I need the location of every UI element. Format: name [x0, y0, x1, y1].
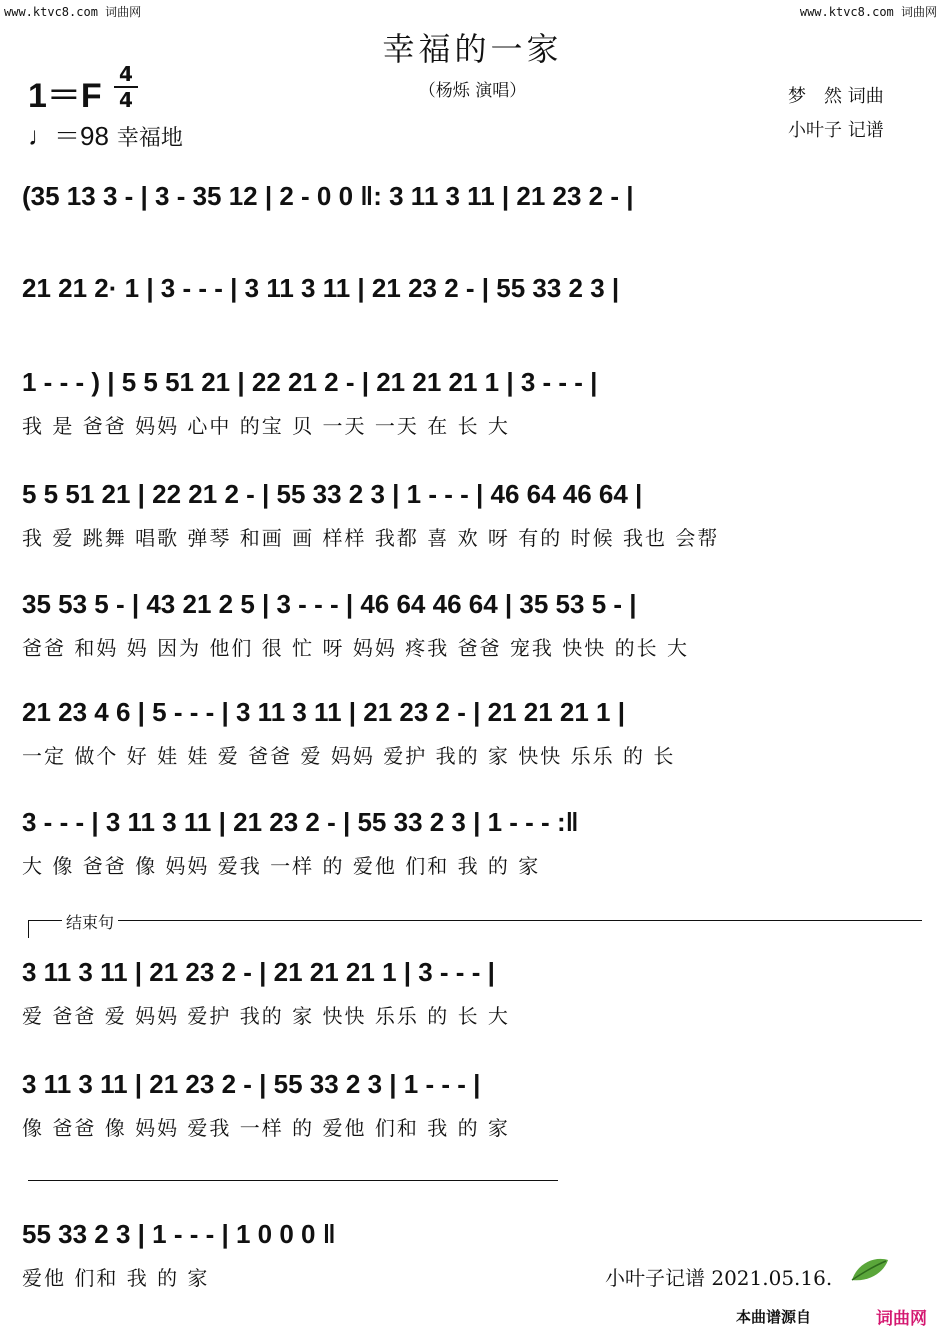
leaf-icon	[848, 1254, 892, 1290]
lyrics-line-5: 爸爸 和妈 妈 因为 他们 很 忙 呀 妈妈 疼我 爸爸 宠我 快快 的长 大	[22, 636, 690, 660]
lyrics-line-3: 我 是 爸爸 妈妈 心中 的宝 贝 一天 一天 在 长 大	[22, 414, 510, 438]
notes-line-6: 21 23 4 6 | 5 - - - | 3 11 3 11 | 21 23 2 - | 21 21 21 1 |	[22, 696, 626, 727]
site-url-right[interactable]: www.ktvc8.com 词曲网	[799, 5, 937, 19]
score-line-5	[22, 584, 922, 674]
time-bottom: 4	[119, 88, 133, 112]
brand-logo[interactable]: 词曲网	[876, 1309, 927, 1329]
notes-line-4: 5 5 51 21 | 22 21 2 - | 55 33 2 3 | 1 - - - | 46 64 46 64 |	[22, 478, 643, 509]
singer-credit: （杨烁 演唱）	[418, 81, 527, 101]
lyrics-line-10: 爱他 们和 我 的 家	[22, 1266, 210, 1290]
final-bracket-line	[28, 1180, 558, 1181]
tempo-marking	[28, 116, 183, 153]
time-top: 4	[119, 62, 133, 86]
ending-bracket-line	[28, 920, 922, 921]
score-line-9	[22, 1064, 922, 1154]
notes-line-3: 1 - - - ) | 5 5 51 21 | 22 21 2 - | 21 21 21 1 | 3 - - - |	[22, 366, 598, 397]
score-line-4	[22, 474, 922, 564]
ending-bracket-tick	[28, 920, 29, 938]
time-signature	[114, 64, 138, 110]
quarter-note-icon: ♩	[28, 121, 54, 151]
score-line-8	[22, 952, 922, 1042]
site-url-left[interactable]: www.ktvc8.com 词曲网	[4, 5, 142, 19]
lyrics-line-6: 一定 做个 好 娃 娃 爱 爸爸 爱 妈妈 爱护 我的 家 快快 乐乐 的 长	[22, 744, 676, 768]
score-line-3	[22, 362, 922, 452]
lyricist-credit: 梦 然 词曲	[788, 86, 884, 107]
transcription-signature: 小叶子记谱 2021.05.16.	[605, 1266, 833, 1290]
notes-line-8: 3 11 3 11 | 21 23 2 - | 21 21 21 1 | 3 - - - |	[22, 956, 495, 987]
notes-line-5: 35 53 5 - | 43 21 2 5 | 3 - - - | 46 64 46 64 | 35 53 5 - |	[22, 588, 637, 619]
key-signature: 1＝F	[28, 77, 102, 115]
score-line-6	[22, 692, 922, 782]
source-label: 本曲谱源自	[736, 1308, 812, 1326]
lyrics-line-9: 像 爸爸 像 妈妈 爱我 一样 的 爱他 们和 我 的 家	[22, 1116, 510, 1140]
lyrics-line-7: 大 像 爸爸 像 妈妈 爱我 一样 的 爱他 们和 我 的 家	[22, 854, 541, 878]
notes-line-2: 21 21 2· 1 | 3 - - - | 3 11 3 11 | 21 23 2 - | 55 33 2 3 |	[22, 272, 620, 303]
song-title: 幸福的一家	[382, 30, 563, 68]
score-line-2	[22, 268, 922, 358]
notes-line-1: (35 13 3 - | 3 - 35 12 | 2 - 0 0 ‖: 3 11 3 11 | 21 23 2 - |	[22, 180, 634, 211]
notes-line-7: 3 - - - | 3 11 3 11 | 21 23 2 - | 55 33 2 3 | 1 - - - :‖	[22, 806, 579, 837]
ending-label: 结束句	[62, 910, 118, 933]
transcriber-credit: 小叶子 记谱	[788, 120, 884, 141]
notes-line-10: 55 33 2 3 | 1 - - - | 1 0 0 0 ‖	[22, 1218, 336, 1249]
lyrics-line-8: 爱 爸爸 爱 妈妈 爱护 我的 家 快快 乐乐 的 长 大	[22, 1004, 510, 1028]
score-line-1	[22, 176, 922, 266]
score-line-7	[22, 802, 922, 892]
lyrics-line-4: 我 爱 跳舞 唱歌 弹琴 和画 画 样样 我都 喜 欢 呀 有的 时候 我也 会帮	[22, 526, 720, 550]
notes-line-9: 3 11 3 11 | 21 23 2 - | 55 33 2 3 | 1 - - - |	[22, 1068, 481, 1099]
tempo-feel: 幸福地	[116, 126, 183, 151]
tempo-value: ＝98	[54, 121, 109, 151]
